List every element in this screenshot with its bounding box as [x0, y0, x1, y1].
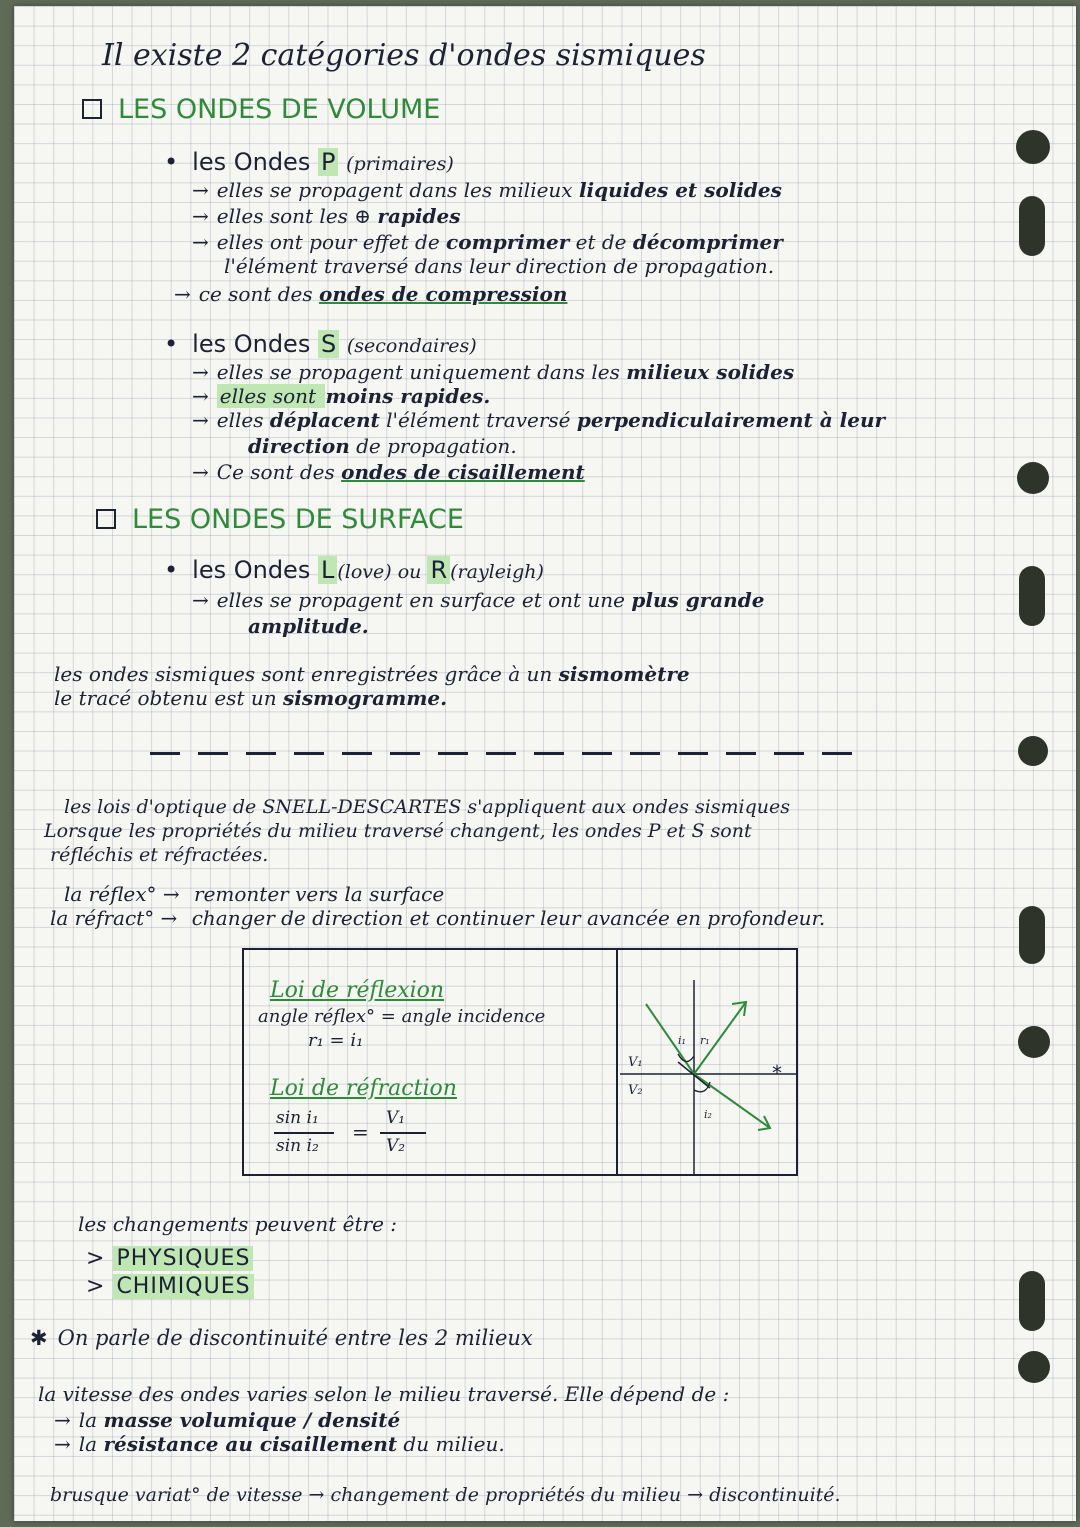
seismometre-line: les ondes sismiques sont enregistrées grâce à un sismomètre [54, 662, 690, 686]
onde-s-line-2: → elles sont moins rapides. [192, 384, 491, 408]
separator-dash [438, 752, 468, 755]
label-r1: r₁ [700, 1034, 710, 1047]
punch-slot [1019, 196, 1045, 256]
separator-dash [678, 752, 708, 755]
bullet-icon: • [164, 556, 179, 584]
onde-s-line-4: → Ce sont des ondes de cisaillement [192, 460, 585, 484]
arrow-right-icon: → [192, 204, 209, 228]
punch-hole [1018, 1351, 1050, 1383]
arrow-right-icon: → [54, 1408, 71, 1432]
onde-p-line-3-cont: l'élément traversé dans leur direction de propagation. [224, 254, 775, 278]
label-v1: V₁ [628, 1055, 643, 1070]
vitesse-line: la vitesse des ondes varies selon le milieu traversé. Elle dépend de : [38, 1382, 730, 1406]
onde-p-heading: • les Ondes P (primaires) [164, 148, 454, 176]
bullet-icon: • [164, 148, 179, 176]
arrow-right-icon: → [192, 460, 209, 484]
onde-s-heading: • les Ondes S (secondaires) [164, 330, 477, 358]
punch-hole [1016, 130, 1050, 164]
onde-lr-line-1-cont: amplitude. [248, 614, 369, 638]
separator-dash [294, 752, 324, 755]
vitesse-dep-1: → la masse volumique / densité [54, 1408, 401, 1432]
punch-hole [1018, 736, 1048, 766]
snell-line-3: réfléchis et réfractées. [50, 844, 269, 866]
checkbox-icon [96, 509, 116, 529]
onde-p-line-4: → ce sont des ondes de compression [174, 282, 568, 306]
onde-p-line-3: → elles ont pour effet de comprimer et de décomprimer [192, 230, 783, 254]
bullet-icon: • [164, 330, 179, 358]
separator-dash [630, 752, 660, 755]
loi-reflexion-equation: angle réflex° = angle incidence [258, 1006, 546, 1027]
onde-lr-line-1: → elles se propagent en surface et ont une plus grande [192, 588, 765, 612]
page-title: Il existe 2 catégories d'ondes sismiques [102, 38, 706, 73]
laws-divider [616, 950, 618, 1174]
snell-line-2: Lorsque les propriétés du milieu traversé changent, les ondes P et S sont [44, 820, 752, 842]
conclusion-line: brusque variat° de vitesse → changement de propriétés du milieu → discontinuité. [50, 1484, 841, 1506]
notebook-page [14, 6, 1076, 1521]
punch-hole [1018, 1026, 1050, 1058]
arrow-right-icon: → [192, 588, 209, 612]
loi-refraction-title: Loi de réfraction [270, 1076, 457, 1101]
discontinuite-line: ✱ On parle de discontinuité entre les 2 milieux [30, 1326, 533, 1350]
loi-refraction-formula [274, 1108, 444, 1164]
separator-dash [582, 752, 612, 755]
punch-slot [1019, 1271, 1045, 1331]
changes-intro: les changements peuvent être : [78, 1212, 398, 1236]
change-chimiques: > CHIMIQUES [86, 1274, 254, 1299]
fraction-bar [380, 1132, 426, 1134]
snell-diagram [620, 950, 796, 1174]
punch-slot [1019, 566, 1045, 626]
arrow-right-icon: → [192, 178, 209, 202]
asterisk-icon: * [772, 1061, 782, 1085]
separator-dash [150, 752, 180, 755]
separator-dash [198, 752, 228, 755]
fraction-bar [274, 1132, 334, 1134]
onde-p-line-1: → elles se propagent dans les milieux liquides et solides [192, 178, 782, 202]
section-heading-volume: LES ONDES DE VOLUME [82, 94, 440, 125]
separator-dash [486, 752, 516, 755]
separator-dash [390, 752, 420, 755]
punch-slot [1019, 906, 1045, 964]
change-physiques: > PHYSIQUES [86, 1246, 253, 1271]
formula-equals: = [352, 1120, 369, 1144]
onde-s-line-1: → elles se propagent uniquement dans les milieux solides [192, 360, 795, 384]
arrow-right-icon: → [156, 882, 187, 906]
snell-line-1: les lois d'optique de SNELL-DESCARTES s'appliquent aux ondes sismiques [64, 796, 791, 818]
label-v2: V₂ [628, 1083, 643, 1098]
chevron-right-icon: > [86, 1274, 114, 1299]
label-i1: i₁ [678, 1034, 686, 1047]
onde-s-line-3-cont: direction de propagation. [248, 434, 517, 458]
formula-denominator-left: sin i₂ [276, 1136, 319, 1156]
formula-numerator-right: V₁ [386, 1108, 406, 1128]
onde-s-line-3: → elles déplacent l'élément traversé perpendiculairement à leur [192, 408, 886, 432]
onde-lr-heading: • les Ondes L (love) ou R (rayleigh) [164, 556, 544, 584]
loi-reflexion-symbols: r₁ = i₁ [308, 1030, 364, 1051]
formula-denominator-right: V₂ [386, 1136, 406, 1156]
arrow-right-icon: → [192, 360, 209, 384]
asterisk-icon: ✱ [30, 1326, 48, 1350]
arrow-right-icon: → [174, 282, 191, 306]
onde-p-line-2: → elles sont les ⊕ rapides [192, 204, 461, 228]
laws-box [242, 948, 798, 1176]
incident-ray [646, 1004, 694, 1074]
section-heading-surface: LES ONDES DE SURFACE [96, 504, 464, 535]
punch-hole [1017, 462, 1049, 494]
separator-dash [342, 752, 372, 755]
separator-dash [246, 752, 276, 755]
chevron-right-icon: > [86, 1246, 114, 1271]
arrow-right-icon: → [54, 1432, 71, 1456]
vitesse-dep-2: → la résistance au cisaillement du milieu. [54, 1432, 505, 1456]
reflexion-def: la réflex° → remonter vers la surface [64, 882, 445, 906]
seismogramme-line: le tracé obtenu est un sismogramme. [54, 686, 448, 710]
separator-dash [534, 752, 564, 755]
separator-dash [774, 752, 804, 755]
formula-numerator-left: sin i₁ [276, 1108, 319, 1128]
loi-reflexion-title: Loi de réflexion [270, 978, 445, 1003]
separator-dash [822, 752, 852, 755]
arrow-right-icon: → [192, 408, 209, 432]
refraction-def: la réfract° → changer de direction et continuer leur avancée en profondeur. [50, 906, 826, 930]
label-i2: i₂ [704, 1108, 712, 1121]
arrow-right-icon: → [192, 384, 209, 408]
separator-dash [726, 752, 756, 755]
checkbox-icon [82, 99, 102, 119]
arrow-right-icon: → [154, 906, 184, 930]
arrow-right-icon: → [192, 230, 209, 254]
